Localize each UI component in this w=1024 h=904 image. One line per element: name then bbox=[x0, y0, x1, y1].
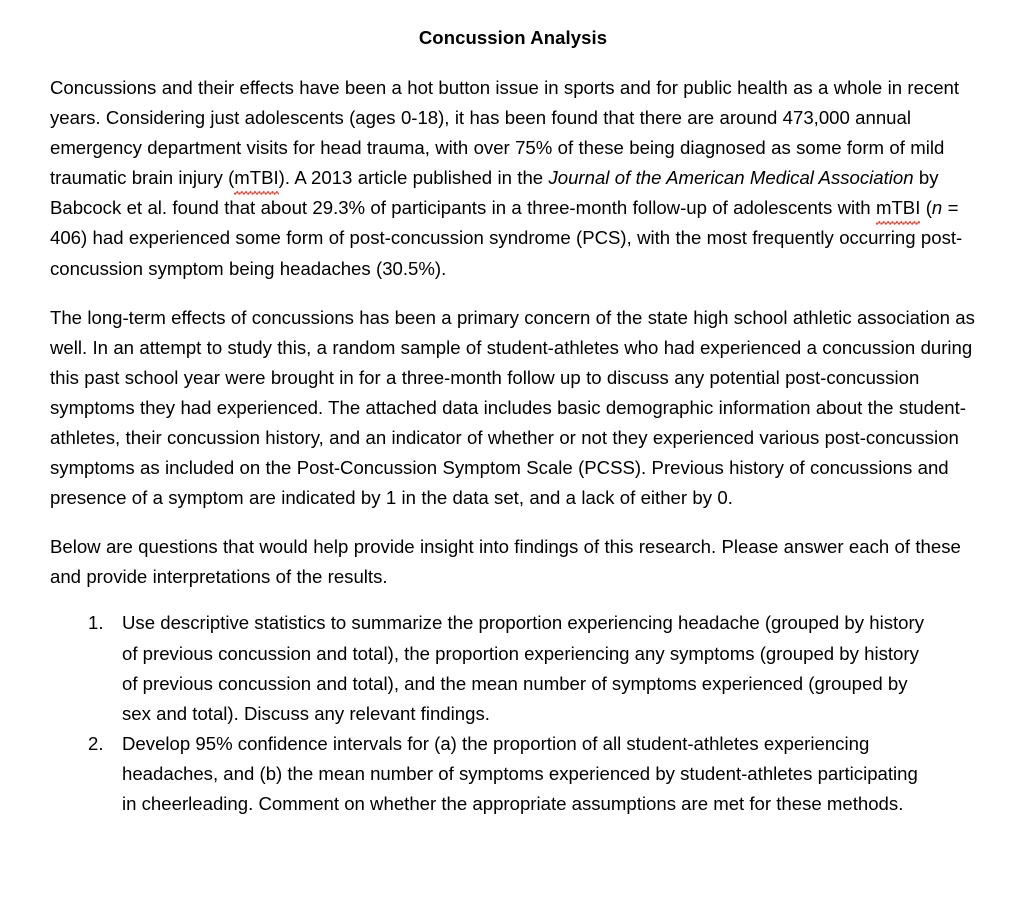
list-item-marker: 1. bbox=[88, 612, 104, 634]
list-item bbox=[50, 608, 976, 728]
instructions-paragraph: Below are questions that would help provide insight into findings of this research. Please answer each of these and provide interpretations of the results. bbox=[50, 536, 961, 588]
list-item-text: Use descriptive statistics to summarize the proportion experiencing headache (grouped by history of previous concussion and total), the proportion experiencing any symptoms (grouped by history of previous concussion and total), and the mean number of symptoms experienced (grouped by sex and total). Discuss any relevant findings. bbox=[122, 612, 925, 724]
page-title: Concussion Analysis bbox=[418, 27, 608, 48]
italic-text: n bbox=[931, 197, 943, 219]
intro-paragraph: Concussions and their effects have been a hot button issue in sports and for public health as a whole in recent years. Considering just adolescents (ages 0-18), it has been found that there are around 473,000 annual emergency department visits for head trauma, with over 75% of these being diagnosed as some form of mild traumatic brain injury (mTBI). A 2013 article published in the Journal of the American Medical Association by Babcock et al. found that about 29.3% of participants in a three-month follow-up of adolescents with mTBI (n = 406) had experienced some form of post-concussion syndrome (PCS), with the most frequently occurring post-concussion symptom being headaches (30.5%). bbox=[50, 76, 963, 279]
spellcheck-underlined-word[interactable]: mTBI bbox=[234, 163, 278, 193]
questions-list bbox=[50, 608, 976, 819]
list-item-marker: 2. bbox=[88, 732, 104, 754]
spellcheck-underlined-word[interactable]: mTBI bbox=[876, 193, 920, 223]
italic-text: Journal of the American Medical Association bbox=[548, 167, 914, 189]
list-item-text: Develop 95% confidence intervals for (a) the proportion of all student-athletes experiencing headaches, and (b) the mean number of symptoms experienced by student-athletes participating in cheerleading. Comment on whether the appropriate assumptions are met for these methods. bbox=[122, 732, 918, 815]
study-paragraph: The long-term effects of concussions has been a primary concern of the state high school athletic association as well. In an attempt to study this, a random sample of student-athletes who had experienced a concussion during this past school year were brought in for a three-month follow up to discuss any potential post-concussion symptoms they had experienced. The attached data includes basic demographic information about the student-athletes, their concussion history, and an indicator of whether or not they experienced various post-concussion symptoms as included on the Post-Concussion Symptom Scale (PCSS). Previous history of concussions and presence of a symptom are indicated by 1 in the data set, and a lack of either by 0. bbox=[50, 306, 975, 509]
list-item bbox=[50, 729, 976, 819]
